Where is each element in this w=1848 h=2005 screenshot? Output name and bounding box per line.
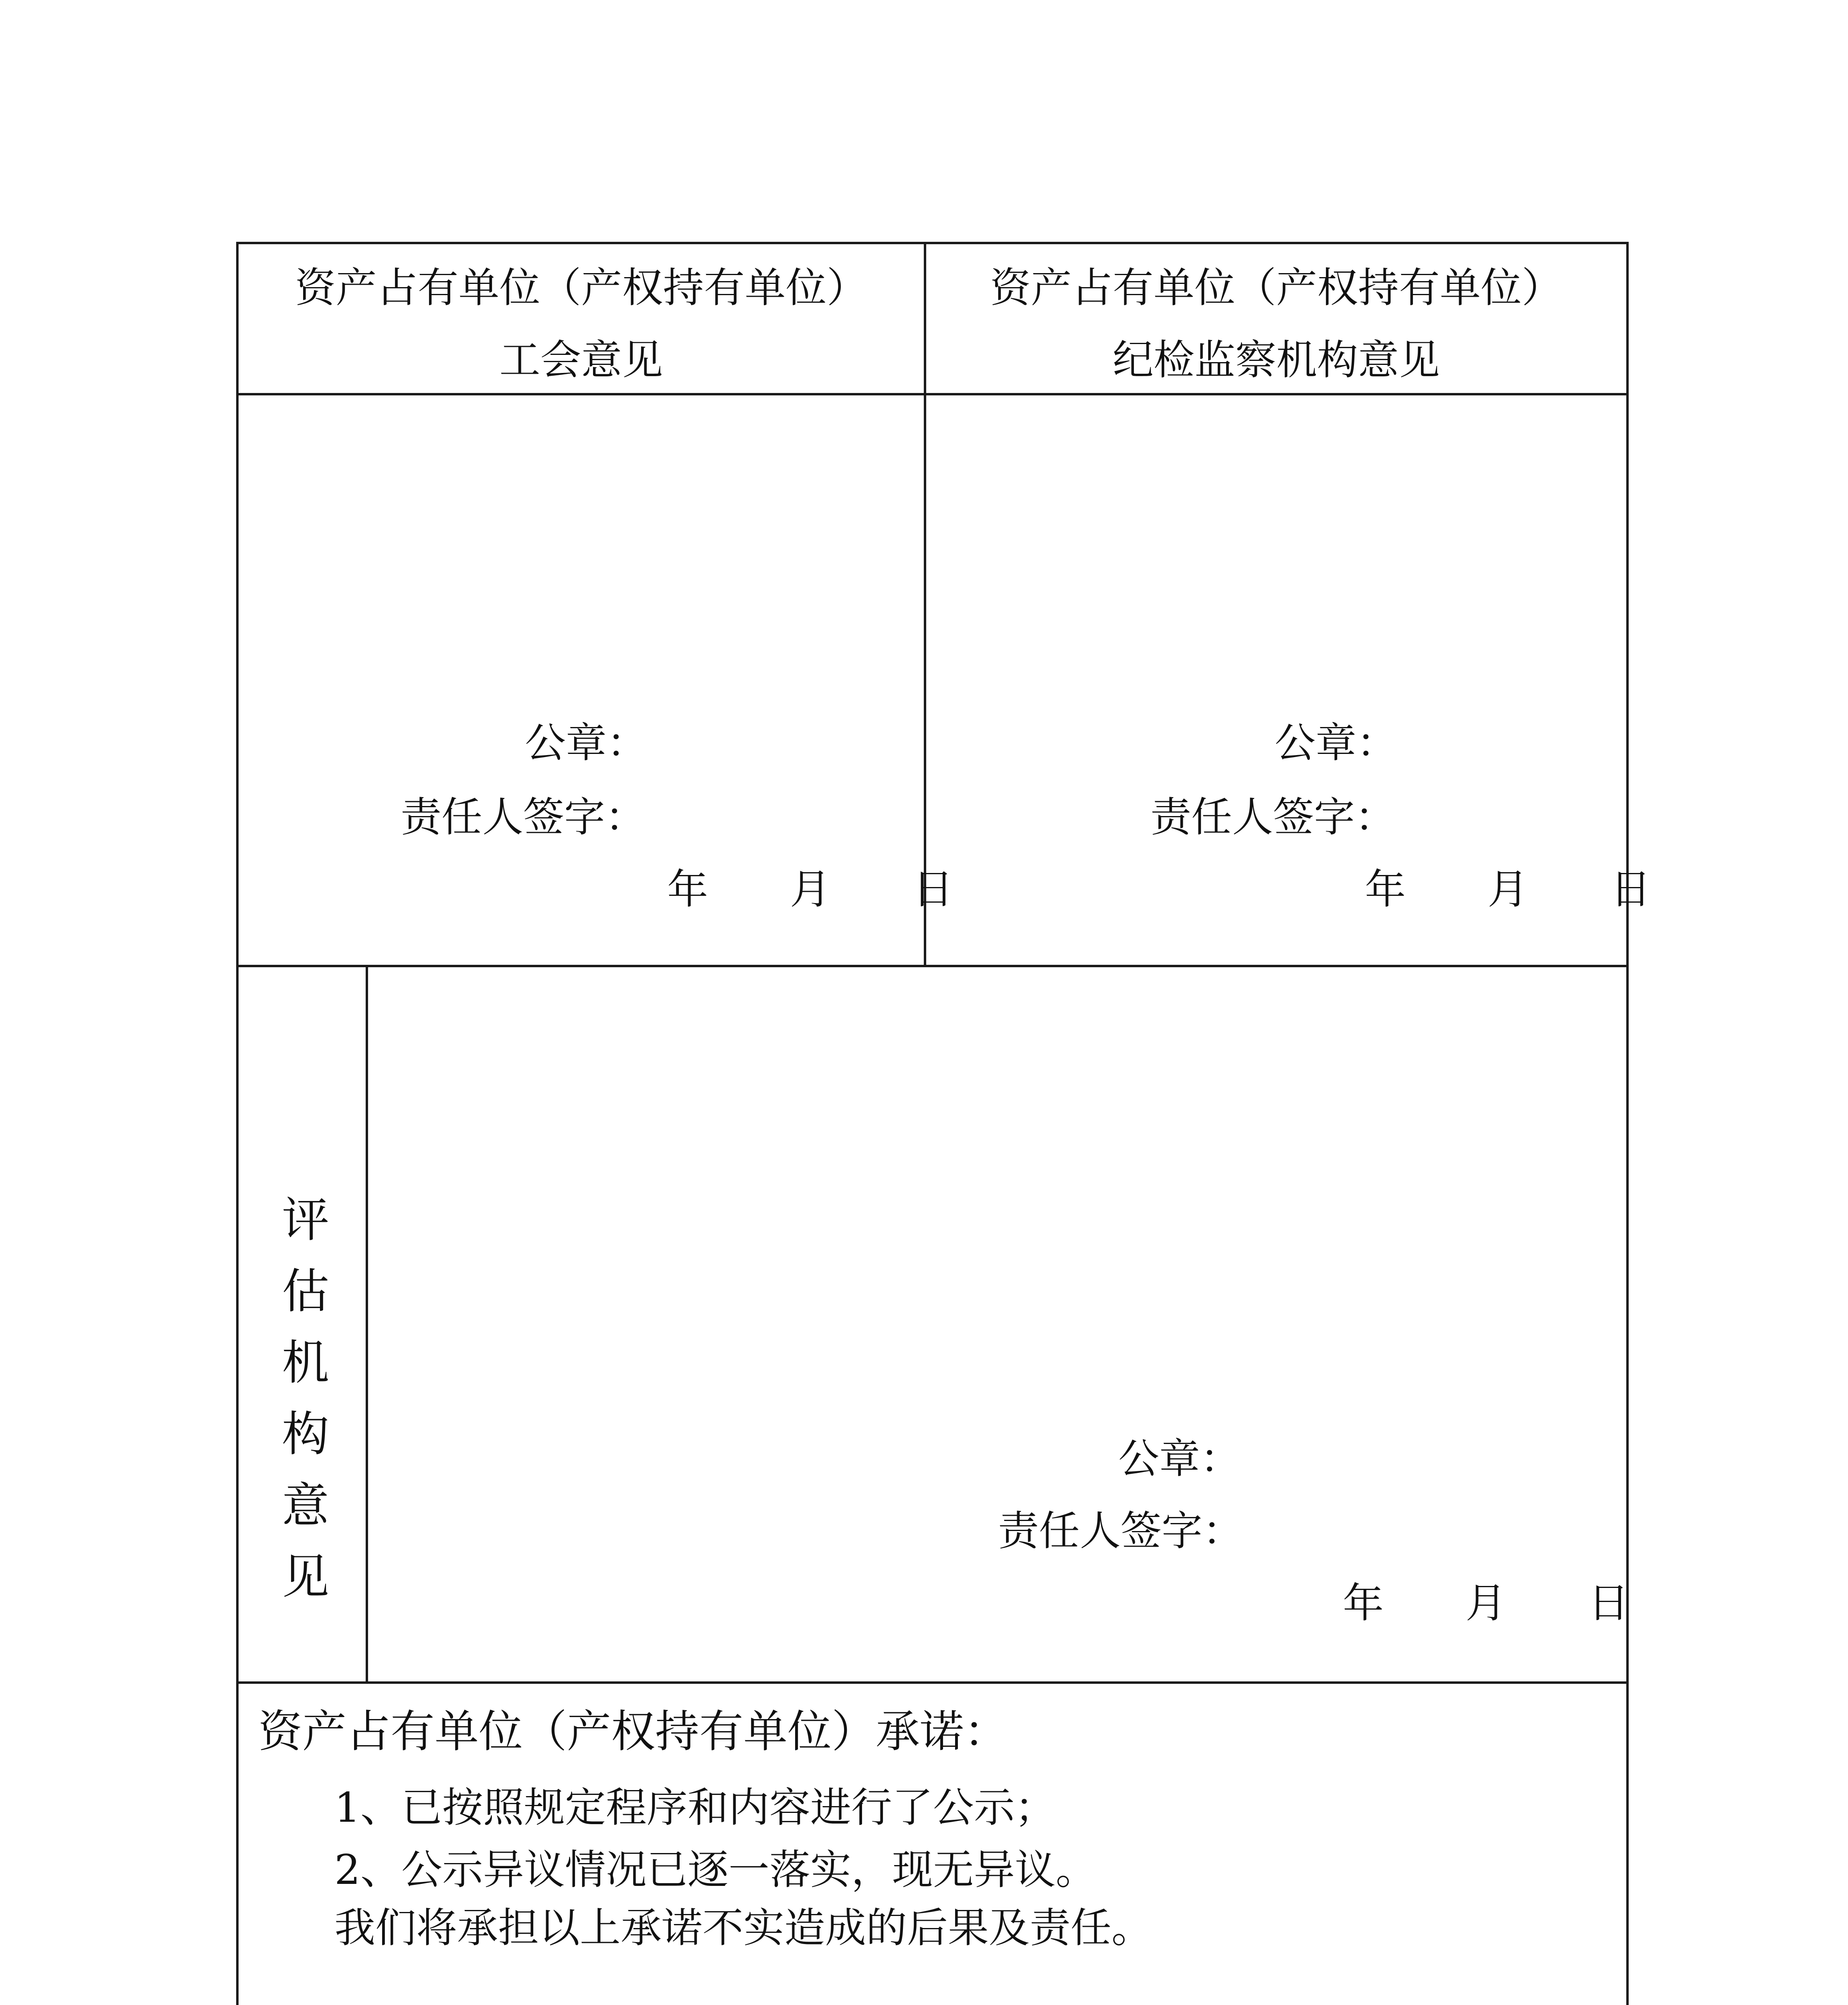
union-header-line1: 资产占有单位（产权持有单位） xyxy=(295,264,868,312)
appraisal-signature-label: 责任人签字： xyxy=(998,1507,1243,1555)
header-divider xyxy=(236,393,1629,395)
opinion-form-table xyxy=(236,242,1651,2005)
commitment-title: 资产占有单位（产权持有单位）承诺： xyxy=(258,1706,1008,1757)
section-divider-2 xyxy=(236,1681,1629,1684)
table-border-top xyxy=(236,242,1629,244)
appraisal-side-label-cell xyxy=(236,1060,367,1758)
discipline-date: 年 月 日 xyxy=(1365,866,1651,913)
commitment-statement: 我们将承担以上承诺不实造成的后果及责任。 xyxy=(334,1904,1152,1952)
section-divider-1 xyxy=(236,965,1629,967)
union-header-line2: 工会意见 xyxy=(499,336,663,384)
discipline-header-line1: 资产占有单位（产权持有单位） xyxy=(990,264,1563,312)
appraisal-seal-label: 公章： xyxy=(1118,1435,1241,1483)
appraisal-side-label: 评估机构意见 xyxy=(274,1195,329,1623)
table-border-right xyxy=(1626,242,1629,2005)
discipline-header-line2: 纪检监察机构意见 xyxy=(1113,336,1440,384)
commitment-item-1: 1、已按照规定程序和内容进行了公示； xyxy=(334,1784,1056,1832)
union-date: 年 月 日 xyxy=(667,866,953,913)
discipline-signature-label: 责任人签字： xyxy=(1150,794,1396,841)
discipline-seal-label: 公章： xyxy=(1275,719,1397,767)
appraisal-date: 年 月 日 xyxy=(1343,1580,1629,1627)
union-signature-label: 责任人签字： xyxy=(401,794,646,841)
commitment-item-2: 2、公示异议情况已逐一落实，现无异议。 xyxy=(334,1846,1097,1894)
union-seal-label: 公章： xyxy=(525,719,648,767)
